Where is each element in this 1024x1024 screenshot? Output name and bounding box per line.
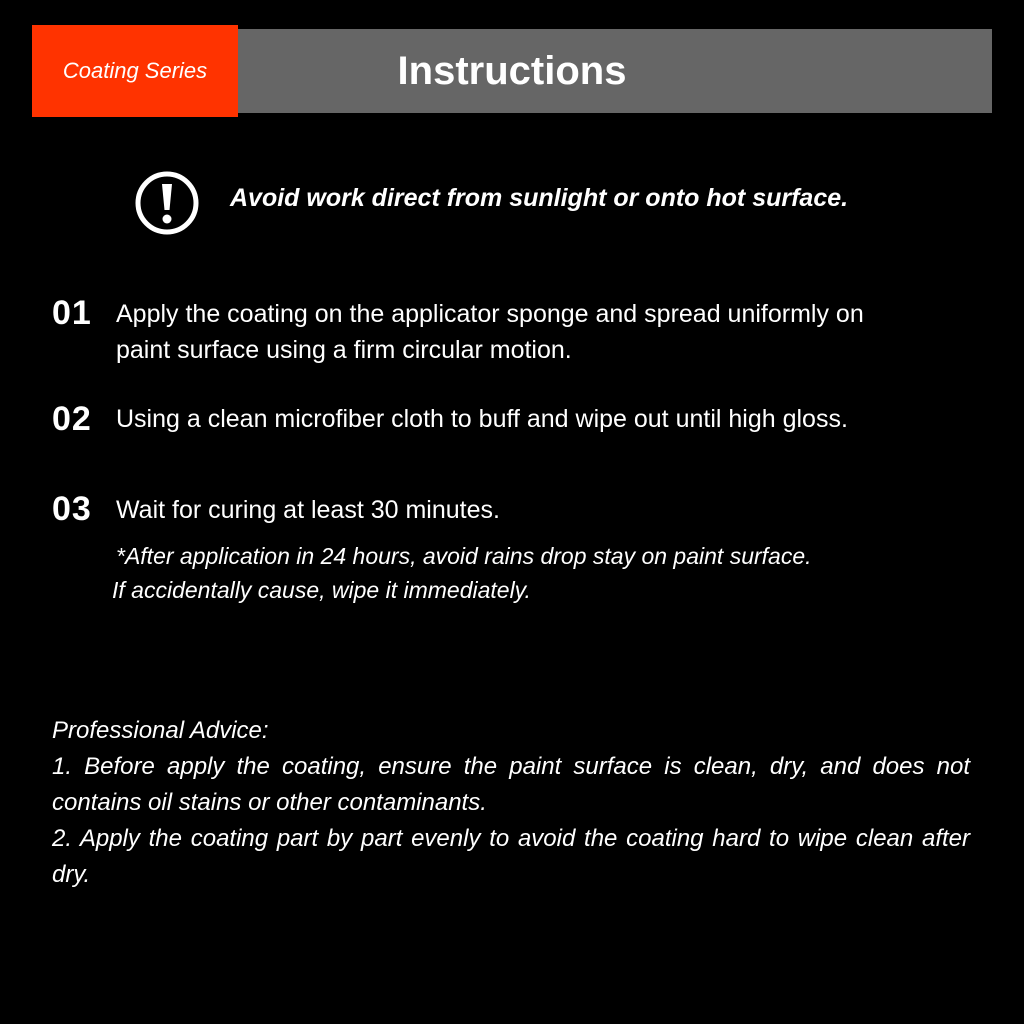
advice-item: 1. Before apply the coating, ensure the paint surface is clean, dry, and does not contains oil stains or other contaminants. [52, 753, 970, 816]
page-title: Instructions [397, 48, 627, 93]
advice-heading: Professional Advice: [52, 717, 269, 744]
series-tag: Coating Series [32, 25, 238, 117]
advice-item: 2. Apply the coating part by part evenly to avoid the coating hard to wipe clean after dry. [52, 825, 970, 888]
step-number: 03 [52, 490, 92, 528]
step-text [116, 492, 996, 528]
warning-text: Avoid work direct from sunlight or onto hot surface. [230, 184, 849, 212]
step-line: Wait for curing at least 30 minutes. [116, 496, 500, 524]
exclamation-circle-icon [134, 170, 200, 236]
step-note-line: If accidentally cause, wipe it immediately. [112, 577, 531, 603]
step-number: 02 [52, 400, 92, 438]
step-line: paint surface using a firm circular motion. [116, 336, 572, 364]
step-text [116, 296, 996, 368]
step-text [116, 401, 996, 437]
step-line: Using a clean microfiber cloth to buff and wipe out until high gloss. [116, 405, 848, 433]
step-line: Apply the coating on the applicator sponge and spread uniformly on [116, 300, 864, 328]
step-number: 01 [52, 294, 92, 332]
professional-advice [52, 713, 970, 893]
step-note-line: *After application in 24 hours, avoid rains drop stay on paint surface. [116, 543, 812, 569]
